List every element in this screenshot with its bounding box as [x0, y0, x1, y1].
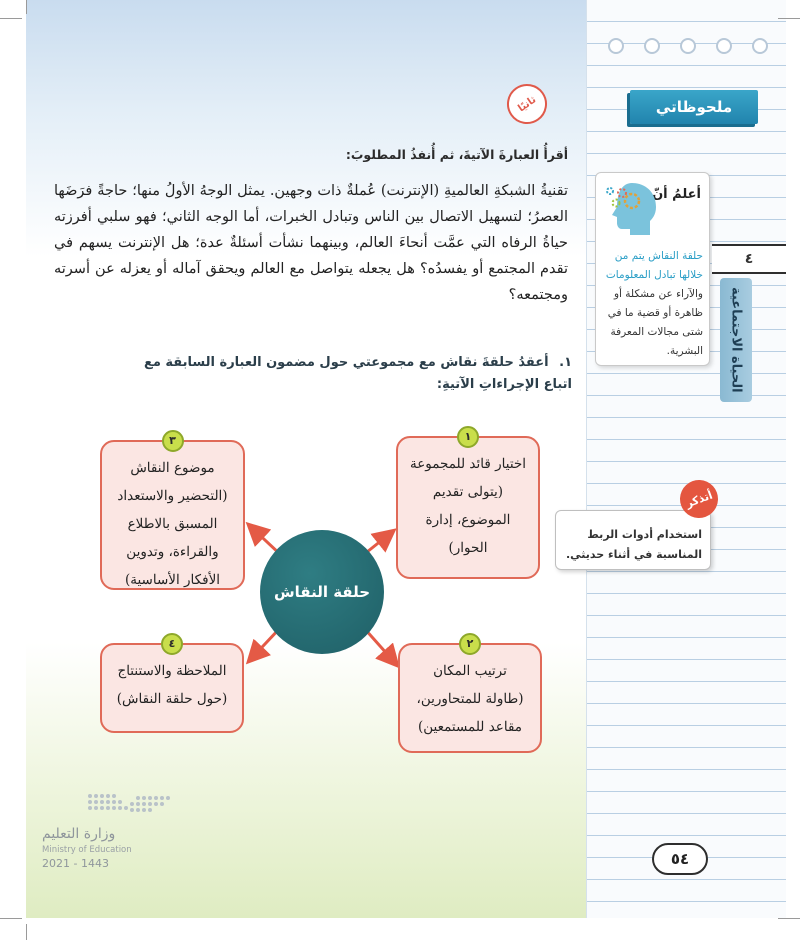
card-line: مقاعد للمستمعين) — [417, 719, 523, 735]
card-line: ترتيب المكان — [433, 663, 507, 679]
chapter-side-label-text: الحياة الاجتماعية — [728, 287, 744, 393]
crop-mark — [26, 0, 27, 14]
remember-box — [555, 510, 711, 570]
crop-mark — [778, 18, 800, 19]
crop-mark — [778, 918, 800, 919]
notebook-hole — [752, 38, 768, 54]
card-number: ٤ — [161, 633, 183, 655]
ministry-logo-icon — [86, 790, 176, 820]
info-box-text-accent: حلقة النقاش يتم من خلالها تبادل المعلومات — [605, 250, 703, 281]
step-text: أعقدُ حلقةَ نقاش مع مجموعتي حول مضمون العبارة السابقة مع اتباع الإجراءاتِ الآتيةِ: — [143, 355, 572, 392]
page-number — [652, 843, 708, 875]
crop-mark — [26, 924, 27, 940]
card-line: الموضوع، إدارة — [425, 512, 511, 528]
card-line: اختيار قائد للمجموعة — [409, 456, 527, 472]
card-line: والقراءة، وتدوين — [126, 544, 219, 560]
remember-badge-label: أتذكر — [683, 488, 715, 510]
crop-mark — [0, 918, 22, 919]
mind-map-card-2 — [398, 637, 542, 753]
page-number-value: ٥٤ — [670, 850, 690, 868]
card-line: موضوع النقاش — [130, 460, 215, 476]
card-line: (حول حلقة النقاش) — [116, 691, 228, 707]
chapter-number-value: ٤ — [744, 251, 754, 267]
reading-paragraph: تقنيةُ الشبكةِ العالميةِ (الإنترنت) عُملةٌ ذات وجهين. يمثل الوجهُ الأولُ منها؛ حاجةً فرَضَها العصرُ؛ لتسهيل الاتصال بين الناس وتبادل الخبرات، أما الوجه الثاني؛ فهو سلبي أفرزته حياةُ الرفاه التي عمَّت أنحاءَ العالم، وبينهما نشأت أسئلةٌ عدة؛ هل الإنترنت يسهم في تقدم المجتمع أو يفسدُه؟ هل يجعله يتواصل مع العالم ويحقق آماله أو يعزله عن أسرته ومجتمعه؟ — [54, 183, 568, 303]
card-line: الحوار) — [448, 540, 488, 556]
head-gears-icon — [602, 177, 660, 239]
card-line: (التحضير والاستعداد — [117, 488, 228, 504]
remember-text: استخدام أدوات الربط المناسبة في أثناء حديثي. — [565, 528, 702, 561]
notebook-sidebar — [586, 0, 786, 918]
card-line: الملاحظة والاستنتاج — [117, 663, 227, 679]
card-number: ٢ — [459, 633, 481, 655]
notebook-hole — [644, 38, 660, 54]
ministry-year: 2021 - 1443 — [42, 857, 109, 870]
card-number: ١ — [457, 426, 479, 448]
card-number: ٣ — [162, 430, 184, 452]
card-line: الأفكار الأساسية) — [124, 572, 221, 588]
info-box-text-rest: والآراء عن مشكلة أو ظاهرة أو قضية ما في شتى مجالات المعرفة البشرية. — [607, 288, 703, 357]
chapter-side-label — [720, 278, 752, 402]
mind-map-card-3 — [100, 434, 245, 590]
mind-map-card-4 — [100, 637, 244, 733]
notebook-hole — [608, 38, 624, 54]
notes-tab — [630, 90, 758, 124]
card-line: المسبق بالاطلاع — [127, 516, 218, 532]
section-badge-label: ثانيًا — [516, 94, 538, 114]
notes-tab-label: ملحوظاتي — [655, 98, 733, 116]
crop-mark — [0, 18, 22, 19]
info-box-text — [599, 247, 703, 361]
card-line: (طاولة للمتحاورين، — [416, 691, 524, 707]
ministry-name-ar: وزارة التعليم — [42, 826, 116, 842]
mind-map-card-1 — [396, 430, 540, 579]
step-number: ١. — [559, 355, 572, 370]
ministry-name-en: Ministry of Education — [42, 845, 132, 855]
notebook-hole — [680, 38, 696, 54]
instruction-text: أقرأُ العبارةَ الآتيةَ، ثم أُنفذُ المطلوبَ: — [345, 147, 568, 162]
info-box — [595, 172, 710, 366]
chapter-number — [712, 244, 786, 274]
step-one — [120, 352, 572, 396]
mind-map-center — [260, 530, 384, 654]
mind-map-center-label: حلقة النقاش — [273, 583, 371, 601]
notebook-hole — [716, 38, 732, 54]
card-line: (يتولى تقديم — [432, 484, 504, 500]
info-box-title: أعلمُ أنّ — [652, 187, 701, 202]
